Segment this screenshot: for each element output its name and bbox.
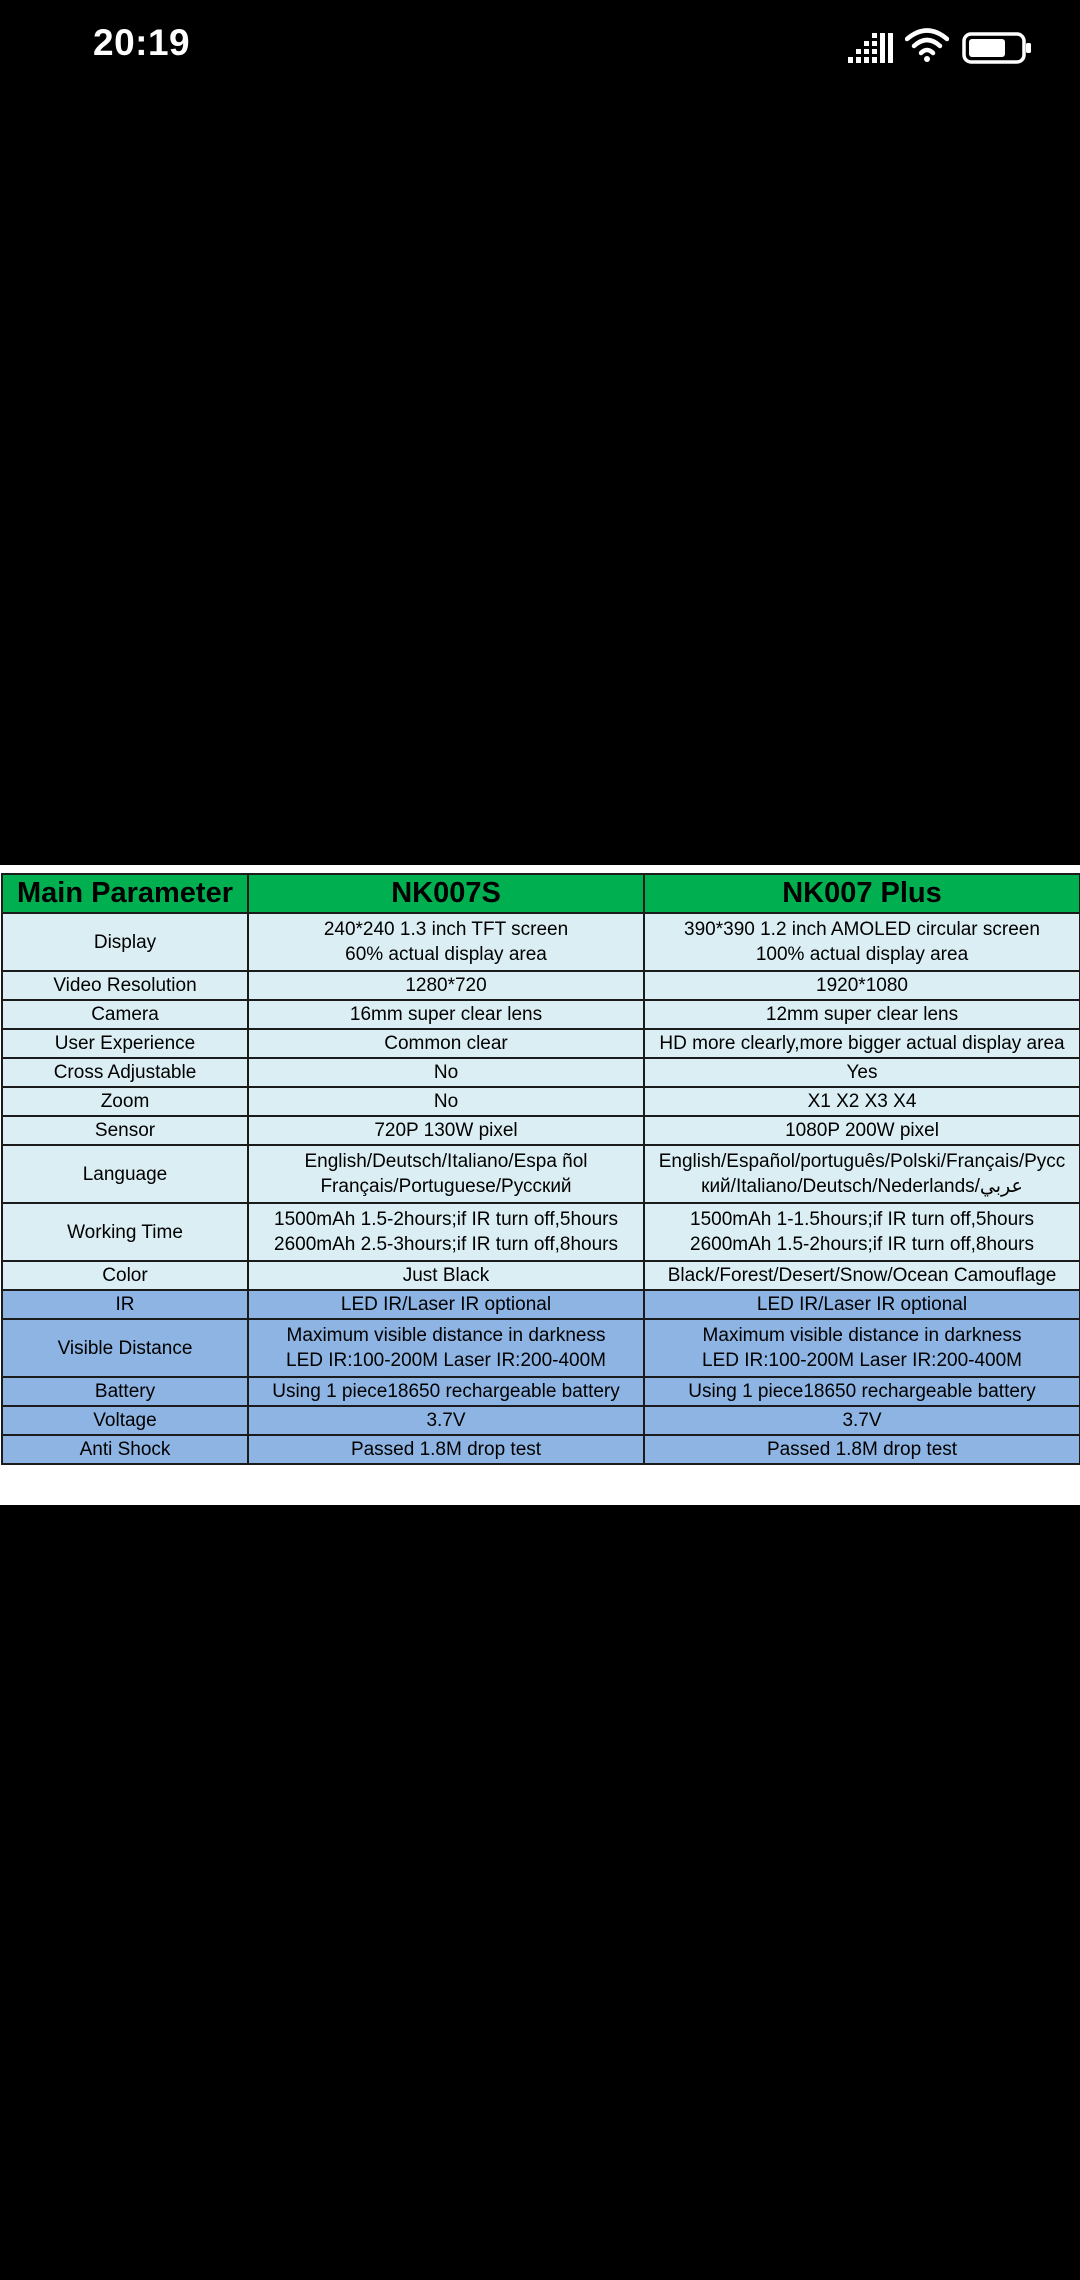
table-row (2, 1261, 1080, 1290)
table-header-row (2, 874, 1080, 913)
nk007-plus-value: Black/Forest/Desert/Snow/Ocean Camouflage (644, 1261, 1080, 1290)
signal-icon (848, 33, 896, 65)
nk007-plus-value: 3.7V (644, 1406, 1080, 1435)
row-label: Cross Adjustable (2, 1058, 248, 1087)
table-row (2, 1377, 1080, 1406)
nk007-plus-value: Maximum visible distance in darkness LED IR:100-200M Laser IR:200-400M (644, 1319, 1080, 1377)
row-label: Video Resolution (2, 971, 248, 1000)
nk007-plus-value: 12mm super clear lens (644, 1000, 1080, 1029)
nk007s-value: LED IR/Laser IR optional (248, 1290, 644, 1319)
battery-icon (962, 31, 1034, 65)
nk007-plus-value: Passed 1.8M drop test (644, 1435, 1080, 1464)
row-label: Working Time (2, 1203, 248, 1261)
nk007-plus-value: 390*390 1.2 inch AMOLED circular screen 100% actual display area (644, 913, 1080, 971)
table-row (2, 1319, 1080, 1377)
nk007s-value: Maximum visible distance in darkness LED IR:100-200M Laser IR:200-400M (248, 1319, 644, 1377)
nk007s-value: 3.7V (248, 1406, 644, 1435)
row-label: Language (2, 1145, 248, 1203)
row-label: IR (2, 1290, 248, 1319)
nk007s-value: 1280*720 (248, 971, 644, 1000)
comparison-table (1, 873, 1080, 1465)
comparison-image[interactable] (0, 865, 1080, 1505)
nk007s-value: English/Deutsch/Italiano/Espa ñol Français/Portuguese/Pусский (248, 1145, 644, 1203)
table-row (2, 1406, 1080, 1435)
row-label: Anti Shock (2, 1435, 248, 1464)
row-label: Visible Distance (2, 1319, 248, 1377)
nk007-plus-value: HD more clearly,more bigger actual display area (644, 1029, 1080, 1058)
nk007s-value: Just Black (248, 1261, 644, 1290)
nk007-plus-value: 1920*1080 (644, 971, 1080, 1000)
row-label: Display (2, 913, 248, 971)
nk007s-value: No (248, 1058, 644, 1087)
status-time: 20:19 (93, 22, 191, 63)
table-row (2, 1029, 1080, 1058)
nk007s-value: 1500mAh 1.5-2hours;if IR turn off,5hours 2600mAh 2.5-3hours;if IR turn off,8hours (248, 1203, 644, 1261)
nk007s-value: 240*240 1.3 inch TFT screen 60% actual display area (248, 913, 644, 971)
nk007-plus-value: LED IR/Laser IR optional (644, 1290, 1080, 1319)
nk007-plus-value: Using 1 piece18650 rechargeable battery (644, 1377, 1080, 1406)
row-label: User Experience (2, 1029, 248, 1058)
table-row (2, 1203, 1080, 1261)
row-label: Battery (2, 1377, 248, 1406)
nk007s-value: Common clear (248, 1029, 644, 1058)
row-label: Zoom (2, 1087, 248, 1116)
header-main-parameter: Main Parameter (2, 874, 248, 913)
nk007s-value: Using 1 piece18650 rechargeable battery (248, 1377, 644, 1406)
nk007s-value: 16mm super clear lens (248, 1000, 644, 1029)
table-row (2, 1145, 1080, 1203)
nk007-plus-value: English/Español/português/Polski/Français/Pycc кий/Italiano/Deutsch/Nederlands/عربي (644, 1145, 1080, 1203)
row-label: Sensor (2, 1116, 248, 1145)
status-bar (0, 0, 1080, 96)
nk007s-value: No (248, 1087, 644, 1116)
nk007-plus-value: Yes (644, 1058, 1080, 1087)
nk007s-value: Passed 1.8M drop test (248, 1435, 644, 1464)
table-row (2, 1058, 1080, 1087)
nk007s-value: 720P 130W pixel (248, 1116, 644, 1145)
row-label: Camera (2, 1000, 248, 1029)
header-nk007s: NK007S (248, 874, 644, 913)
nk007-plus-value: X1 X2 X3 X4 (644, 1087, 1080, 1116)
table-row (2, 971, 1080, 1000)
header-nk007-plus: NK007 Plus (644, 874, 1080, 913)
row-label: Voltage (2, 1406, 248, 1435)
row-label: Color (2, 1261, 248, 1290)
wifi-icon (905, 28, 949, 62)
nk007-plus-value: 1500mAh 1-1.5hours;if IR turn off,5hours 2600mAh 1.5-2hours;if IR turn off,8hours (644, 1203, 1080, 1261)
table-row (2, 1087, 1080, 1116)
table-row (2, 1435, 1080, 1464)
table-row (2, 913, 1080, 971)
table-row (2, 1116, 1080, 1145)
nk007-plus-value: 1080P 200W pixel (644, 1116, 1080, 1145)
table-row (2, 1290, 1080, 1319)
table-row (2, 1000, 1080, 1029)
